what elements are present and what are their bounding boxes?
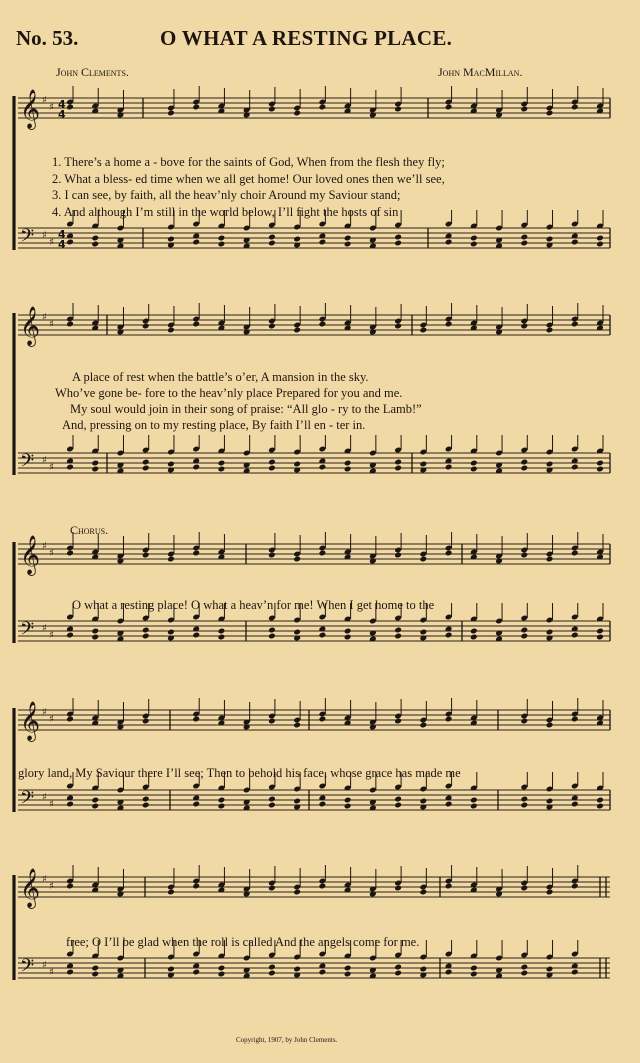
note-head (520, 240, 528, 247)
sharp-icon: ♯ (49, 462, 54, 473)
note-head (142, 718, 150, 725)
note-head (571, 969, 579, 976)
bass-clef-icon: 𝄢 (20, 956, 35, 981)
verse-2-line-1: 2. What a bless- ed time when we all get home! Our loved ones then we’ll see, (52, 172, 445, 186)
note-head (218, 241, 226, 248)
time-signature-treble: 4 (58, 108, 66, 121)
note-head (470, 634, 478, 641)
sharp-icon: ♯ (42, 541, 47, 552)
note-head (319, 632, 327, 639)
chorus-line-2: glory land, My Saviour there I’ll see; Then to behold his face, whose grace has made me (18, 766, 461, 780)
verse-3-line-1: 3. I can see, by faith, all the heav’nly choir Around my Saviour stand; (52, 188, 401, 202)
verse-3-line-2: My soul would join in their song of praise: “All glo - ry to the Lamb!” (70, 402, 422, 416)
note-head (192, 883, 200, 890)
note-head (394, 885, 402, 892)
note-head (520, 106, 528, 113)
bass-clef-icon: 𝄢 (20, 226, 35, 251)
note-head (445, 104, 453, 111)
note-head (192, 632, 200, 639)
note-head (520, 633, 528, 640)
note-head (91, 797, 99, 804)
note-head (394, 240, 402, 247)
sharp-icon: ♯ (49, 630, 54, 641)
treble-clef-icon: 𝄞 (20, 868, 41, 908)
note-head (268, 718, 276, 725)
note-head (546, 327, 554, 334)
composer-credit: John MacMillan. (438, 65, 523, 79)
note-head (192, 239, 200, 246)
note-head (470, 628, 478, 635)
note-head (142, 323, 150, 330)
sharp-icon: ♯ (49, 548, 54, 559)
note-head (394, 633, 402, 640)
note-head (218, 628, 226, 635)
note-head (470, 797, 478, 804)
note-head (546, 556, 554, 563)
note-head (520, 465, 528, 472)
note-head (218, 797, 226, 804)
note-head (319, 550, 327, 557)
sharp-icon: ♯ (42, 874, 47, 885)
note-head (520, 885, 528, 892)
note-head (470, 803, 478, 810)
sharp-icon: ♯ (42, 312, 47, 323)
note-head (319, 801, 327, 808)
note-head (142, 459, 150, 466)
note-head (192, 321, 200, 328)
bass-clef-icon: 𝄢 (20, 788, 35, 813)
note-head (445, 464, 453, 471)
note-head (520, 323, 528, 330)
verse-1-line-2: A place of rest when the battle’s o’er, A mansion in the sky. (72, 370, 369, 384)
note-head (192, 550, 200, 557)
note-head (344, 965, 352, 972)
sharp-icon: ♯ (42, 95, 47, 106)
note-head (520, 802, 528, 809)
staff-lines (18, 710, 610, 810)
sharp-icon: ♯ (49, 237, 54, 248)
note-head (470, 460, 478, 467)
verse-4-line-1: 4. And although I’m still in the world below, I’ll fight the hosts of sin (52, 205, 399, 219)
sharp-icon: ♯ (42, 455, 47, 466)
note-head (66, 239, 74, 246)
note-head (218, 634, 226, 641)
note-head (91, 803, 99, 810)
note-head (319, 464, 327, 471)
note-head (91, 460, 99, 467)
note-head (420, 889, 428, 896)
note-head (268, 970, 276, 977)
note-head (445, 239, 453, 246)
note-head (420, 722, 428, 729)
note-head (445, 716, 453, 723)
note-head (571, 321, 579, 328)
note-head (344, 460, 352, 467)
note-head (520, 964, 528, 971)
note-head (142, 552, 150, 559)
note-head (192, 104, 200, 111)
music-system-4 (14, 698, 610, 813)
note-head (420, 327, 428, 334)
staff-lines (18, 544, 610, 641)
note-head (394, 552, 402, 559)
note-head (394, 234, 402, 241)
note-head (420, 966, 428, 973)
note-head (596, 797, 604, 804)
treble-clef-icon: 𝄞 (20, 535, 41, 575)
note-head (470, 466, 478, 473)
note-head (319, 716, 327, 723)
note-head (344, 803, 352, 810)
note-head (293, 889, 301, 896)
note-head (319, 239, 327, 246)
note-head (268, 796, 276, 803)
note-head (167, 236, 175, 243)
note-head (66, 632, 74, 639)
note-head (571, 464, 579, 471)
note-head (470, 971, 478, 978)
verse-4-line-2: And, pressing on to my resting place, By faith I’ll en - ter in. (62, 418, 366, 432)
note-head (596, 460, 604, 467)
note-head (571, 801, 579, 808)
note-head (319, 883, 327, 890)
note-head (546, 236, 554, 243)
time-signature-bass: 4 (58, 238, 66, 251)
sharp-icon: ♯ (42, 707, 47, 718)
note-head (142, 802, 150, 809)
note-head (66, 550, 74, 557)
note-head (66, 104, 74, 111)
note-head (470, 965, 478, 972)
sharp-icon: ♯ (49, 881, 54, 892)
note-head (344, 466, 352, 473)
hymn-title: O WHAT A RESTING PLACE. (160, 26, 453, 50)
note-head (571, 239, 579, 246)
note-head (268, 964, 276, 971)
note-head (293, 110, 301, 117)
note-head (218, 965, 226, 972)
treble-clef-icon: 𝄞 (20, 306, 41, 346)
note-head (293, 556, 301, 563)
note-head (394, 802, 402, 809)
note-head (66, 969, 74, 976)
note-head (596, 241, 604, 248)
note-head (268, 465, 276, 472)
note-head (268, 106, 276, 113)
note-head (420, 556, 428, 563)
note-head (192, 969, 200, 976)
note-head (520, 627, 528, 634)
time-signature-bass: 4 (58, 228, 66, 241)
note-head (268, 459, 276, 466)
note-head (218, 235, 226, 242)
note-head (546, 798, 554, 805)
lyricist-credit: John Clements. (56, 65, 129, 79)
note-head (546, 461, 554, 468)
note-head (167, 461, 175, 468)
note-head (470, 241, 478, 248)
note-head (571, 550, 579, 557)
note-head (571, 104, 579, 111)
staff-lines (18, 877, 610, 978)
bass-clef-icon: 𝄢 (20, 451, 35, 476)
note-head (167, 629, 175, 636)
note-head (344, 797, 352, 804)
note-head (293, 966, 301, 973)
note-head (344, 241, 352, 248)
note-head (394, 627, 402, 634)
note-head (571, 883, 579, 890)
note-head (91, 235, 99, 242)
note-head (344, 628, 352, 635)
note-head (420, 798, 428, 805)
note-head (293, 629, 301, 636)
note-head (445, 321, 453, 328)
sharp-icon: ♯ (49, 102, 54, 113)
note-head (293, 722, 301, 729)
note-head (445, 550, 453, 557)
note-head (66, 321, 74, 328)
note-head (520, 718, 528, 725)
note-head (218, 460, 226, 467)
note-head (394, 465, 402, 472)
note-head (268, 234, 276, 241)
bass-clef-icon: 𝄢 (20, 619, 35, 644)
chorus-label: Chorus. (70, 523, 109, 537)
note-head (293, 327, 301, 334)
music-system-3 (14, 532, 610, 644)
copyright-notice: Copyright, 1907, by John Clements. (236, 1036, 338, 1044)
sharp-icon: ♯ (49, 967, 54, 978)
time-signature-treble: 4 (58, 98, 66, 111)
note-head (520, 970, 528, 977)
note-head (268, 323, 276, 330)
sharp-icon: ♯ (49, 714, 54, 725)
verse-2-line-2: Who’ve gone be- fore to the heav’nly place Prepared for you and me. (55, 386, 403, 400)
note-head (344, 235, 352, 242)
note-head (268, 885, 276, 892)
verse-1-line-1: 1. There’s a home a - bove for the saints of God, When from the flesh they fly; (52, 155, 445, 169)
note-head (319, 104, 327, 111)
note-head (420, 461, 428, 468)
note-head (445, 801, 453, 808)
sharp-icon: ♯ (42, 623, 47, 634)
note-head (268, 633, 276, 640)
note-head (167, 889, 175, 896)
note-head (91, 971, 99, 978)
note-head (394, 323, 402, 330)
note-head (394, 459, 402, 466)
note-head (394, 970, 402, 977)
note-head (293, 461, 301, 468)
note-head (394, 964, 402, 971)
note-head (66, 801, 74, 808)
sharp-icon: ♯ (42, 960, 47, 971)
note-head (596, 235, 604, 242)
note-head (596, 628, 604, 635)
note-head (596, 803, 604, 810)
music-system-5 (14, 865, 610, 981)
note-head (142, 465, 150, 472)
note-head (571, 632, 579, 639)
note-head (167, 966, 175, 973)
note-head (142, 633, 150, 640)
note-head (167, 110, 175, 117)
note-head (520, 552, 528, 559)
treble-clef-icon: 𝄞 (20, 701, 41, 741)
sharp-icon: ♯ (49, 799, 54, 810)
note-head (319, 321, 327, 328)
note-head (192, 716, 200, 723)
note-head (319, 969, 327, 976)
note-head (91, 466, 99, 473)
note-head (167, 556, 175, 563)
note-head (268, 552, 276, 559)
note-head (546, 722, 554, 729)
note-head (470, 235, 478, 242)
note-head (91, 628, 99, 635)
note-head (546, 629, 554, 636)
note-head (91, 634, 99, 641)
note-head (293, 236, 301, 243)
note-head (344, 971, 352, 978)
note-head (293, 798, 301, 805)
note-head (218, 971, 226, 978)
note-head (445, 632, 453, 639)
note-head (445, 883, 453, 890)
note-head (571, 716, 579, 723)
note-head (520, 796, 528, 803)
note-head (344, 634, 352, 641)
note-head (596, 466, 604, 473)
chorus-line-3: free; O I’ll be glad when the roll is called And the angels come for me. (66, 935, 420, 949)
note-head (192, 464, 200, 471)
note-head (66, 716, 74, 723)
sharp-icon: ♯ (49, 319, 54, 330)
note-head (192, 801, 200, 808)
note-head (394, 796, 402, 803)
note-head (420, 629, 428, 636)
note-head (142, 627, 150, 634)
note-head (218, 803, 226, 810)
note-head (520, 234, 528, 241)
note-head (91, 241, 99, 248)
note-head (546, 889, 554, 896)
note-head (66, 464, 74, 471)
note-head (445, 969, 453, 976)
note-head (546, 110, 554, 117)
note-head (91, 965, 99, 972)
note-head (520, 459, 528, 466)
note-head (394, 718, 402, 725)
hymn-number: No. 53. (16, 26, 79, 50)
note-head (268, 240, 276, 247)
note-head (546, 966, 554, 973)
note-head (142, 796, 150, 803)
note-head (268, 802, 276, 809)
sharp-icon: ♯ (42, 792, 47, 803)
note-head (596, 634, 604, 641)
note-head (66, 883, 74, 890)
note-head (268, 627, 276, 634)
treble-clef-icon: 𝄞 (20, 89, 41, 129)
chorus-line-1: O what a resting place! O what a heav’n for me! When I get home to the (72, 598, 435, 612)
note-head (394, 106, 402, 113)
note-head (218, 466, 226, 473)
note-head (167, 327, 175, 334)
sharp-icon: ♯ (42, 230, 47, 241)
